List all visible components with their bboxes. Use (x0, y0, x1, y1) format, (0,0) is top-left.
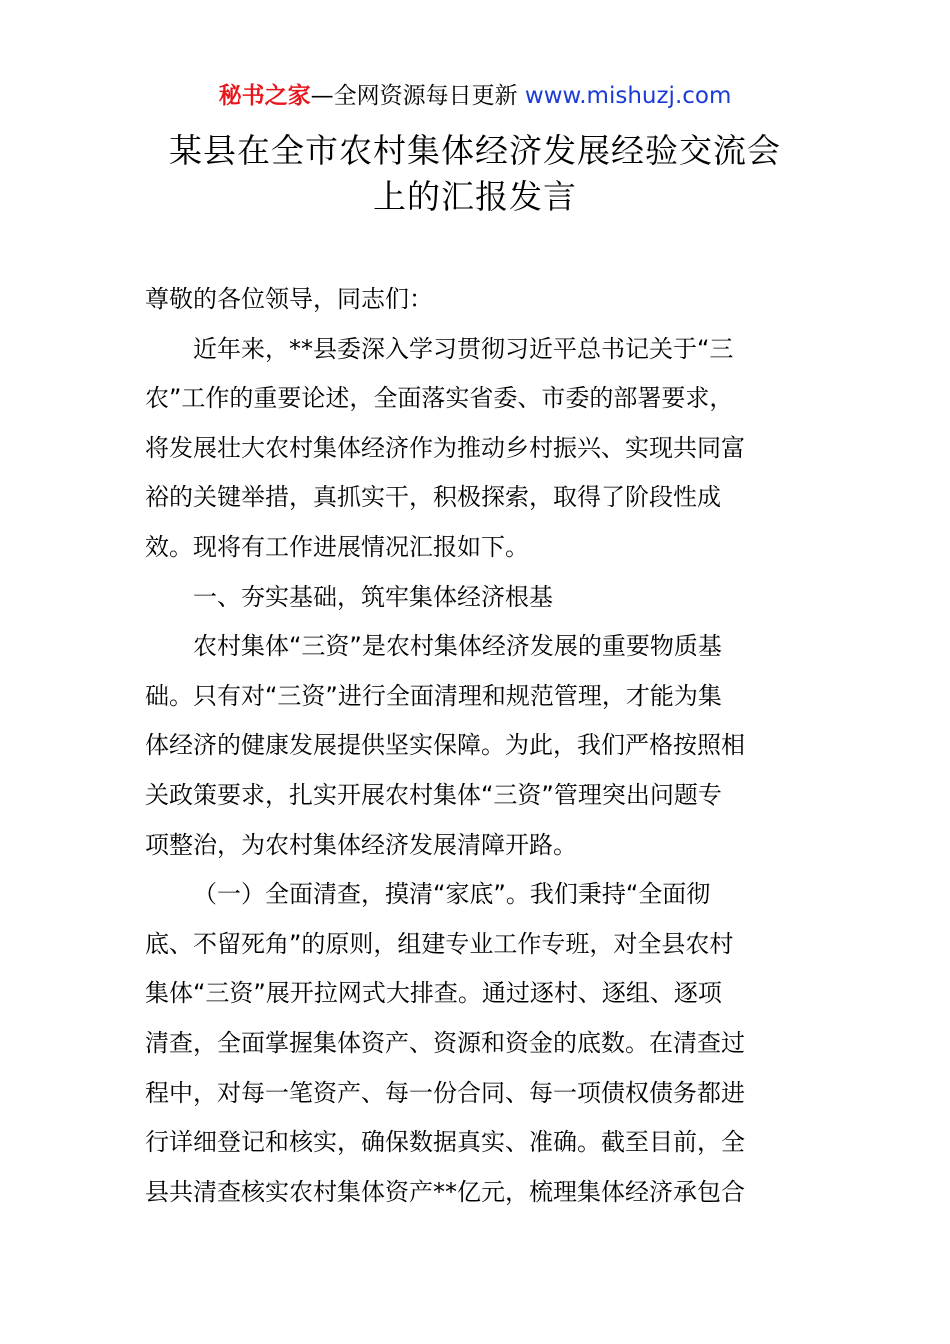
body-line: 集体“三资”展开拉网式大排查。通过逐村、逐组、逐项 (145, 979, 722, 1008)
body-line: 程中，对每一笔资产、每一份合同、每一项债权债务都进 (145, 1078, 745, 1107)
body-line: 农村集体“三资”是农村集体经济发展的重要物质基 (193, 632, 722, 661)
body-line: 农”工作的重要论述，全面落实省委、市委的部署要求， (145, 384, 734, 413)
site-header-banner (0, 80, 950, 112)
body-line: 将发展壮大农村集体经济作为推动乡村振兴、实现共同富 (145, 433, 745, 462)
section-heading: 一、夯实基础，筑牢集体经济根基 (193, 582, 553, 611)
body-line: 行详细登记和核实，确保数据真实、准确。截至目前，全 (145, 1128, 745, 1157)
body-line: 础。只有对“三资”进行全面清理和规范管理，才能为集 (145, 681, 722, 710)
document-title (0, 128, 950, 220)
site-url-link[interactable]: www.mishuzj.com (524, 83, 732, 109)
title-line-1: 某县在全市农村集体经济发展经验交流会 (169, 131, 781, 170)
body-line: 清查，全面掌握集体资产、资源和资金的底数。在清查过 (145, 1028, 745, 1057)
body-line: （一）全面清查，摸清“家底”。我们秉持“全面彻 (193, 880, 711, 909)
document-body (145, 275, 810, 1217)
body-line: 近年来，**县委深入学习贯彻习近平总书记关于“三 (193, 334, 734, 363)
body-line: 县共清查核实农村集体资产**亿元，梳理集体经济承包合 (145, 1177, 745, 1206)
body-line: 裕的关键举措，真抓实干，积极探索，取得了阶段性成 (145, 483, 721, 512)
salutation: 尊敬的各位领导，同志们： (145, 285, 433, 313)
body-line: 效。现将有工作进展情况汇报如下。 (145, 532, 529, 561)
body-line: 关政策要求，扎实开展农村集体“三资”管理突出问题专 (145, 780, 722, 809)
title-line-2: 上的汇报发言 (373, 177, 577, 216)
body-line: 体经济的健康发展提供坚实保障。为此，我们严格按照相 (145, 731, 745, 760)
site-name: 秘书之家 (218, 83, 311, 109)
body-line: 项整治，为农村集体经济发展清障开路。 (145, 830, 577, 859)
site-slogan: —全网资源每日更新 (310, 83, 518, 109)
body-line: 底、不留死角”的原则，组建专业工作专班，对全县农村 (145, 929, 734, 958)
